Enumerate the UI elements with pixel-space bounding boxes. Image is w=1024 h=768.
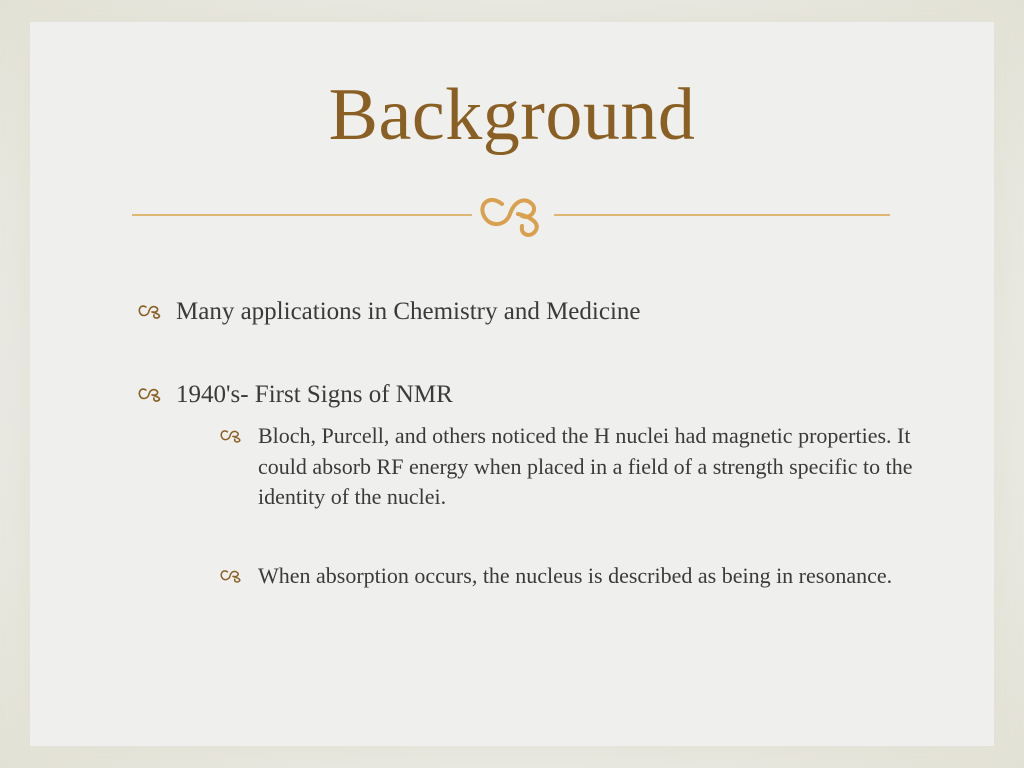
sub-bullet-item: [220, 561, 923, 592]
sub-bullet-text: When absorption occurs, the nucleus is described as being in resonance.: [258, 563, 893, 588]
flourish-icon: [472, 186, 554, 240]
flourish-bullet-icon: [138, 303, 176, 319]
sub-bullet-item: [220, 421, 923, 513]
flourish-bullet-icon: [138, 386, 176, 402]
bullet-text: Many applications in Chemistry and Medicine: [176, 298, 641, 325]
slide-title: Background: [328, 74, 696, 156]
flourish-bullet-icon: [220, 428, 258, 443]
flourish-bullet-icon: [220, 568, 258, 583]
bullet-text: 1940's- First Signs of NMR: [176, 381, 453, 408]
bullet-item: [138, 381, 453, 409]
bullet-item: [138, 298, 641, 326]
sub-bullet-text: Bloch, Purcell, and others noticed the H nuclei had magnetic properties. It could absorb RF energy when placed in a field of a strength specific to the identity of the nuclei.: [258, 423, 913, 509]
